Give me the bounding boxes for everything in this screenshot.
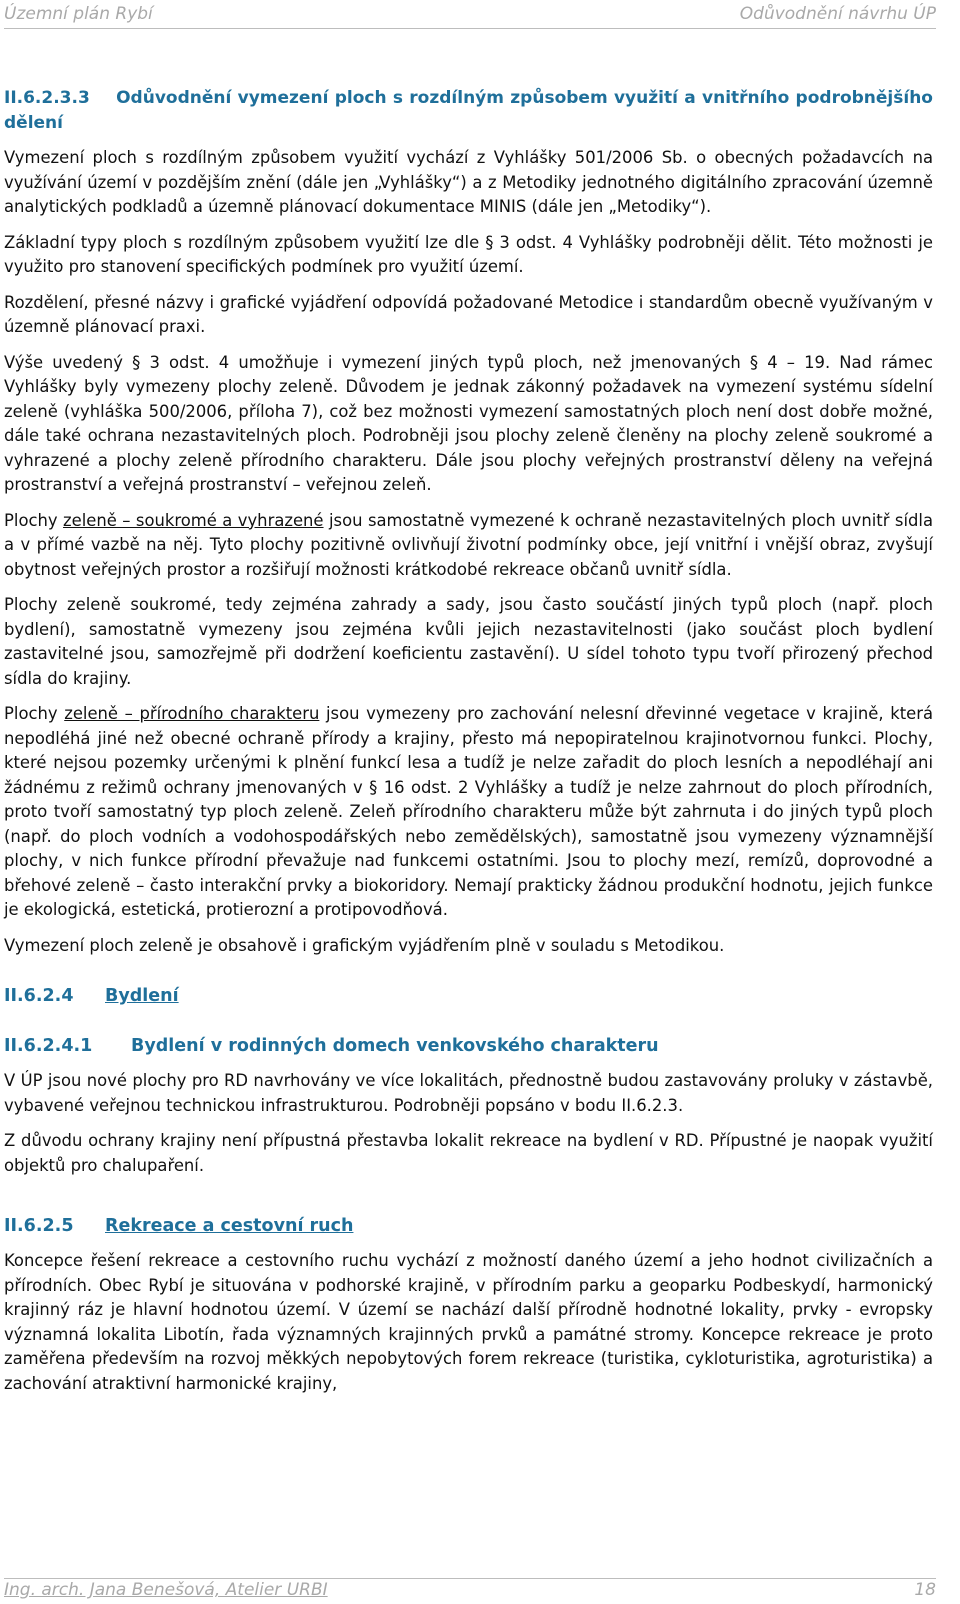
page-footer: [4, 1578, 936, 1601]
paragraph: Koncepce řešení rekreace a cestovního ruchu vychází z možností daného území a jeho hodnot civilizačních a přírodních. Obec Rybí je situována v podhorské krajině, v přírodním parku a geoparku Podbeskydí, harmonický krajinný ráz je hlavní hodnotou území. V území se nachází další přírodně hodnotné lokality, prvky - evropsky významná lokalita Libotín, řada významných krajinných prvků a památné stromy. Koncepce rekreace je proto zaměřena především na rozvoj měkkých nepobytových forem rekreace (turistika, cykloturistika, agroturistika) a zachování atraktivní harmonické krajiny,: [4, 1251, 933, 1393]
text: jsou samostatně vymezené k ochraně nezastavitelných ploch uvnitř sídla a v přímé vazbě na něj. Tyto plochy pozitivně ovlivňují životní podmínky obce, její vnitřní i vnější obraz, zvyšují obytnost veřejných prostor a rozšiřují možnosti krátkodobé rekreace občanů uvnitř sídla.: [4, 510, 934, 579]
section-heading-2-4-1: [4, 1033, 933, 1059]
paragraph-zelen-prirodni: [4, 702, 933, 923]
section-heading-2-4: [4, 983, 933, 1009]
section-number: II.6.2.4.1: [4, 1036, 93, 1056]
paragraph: Plochy zeleně soukromé, tedy zejména zahrady a sady, jsou často součástí jiných typů ploch (např. ploch bydlení), samostatně vymezeny jsou zejména kvůli jejich nezastavitelnosti (jako součást ploch bydlení zastavitelné jsou, samozřejmě při dodržení koeficientu zastavění). U sídel tohoto typu tvoří přirozený přechod sídla do krajiny.: [4, 595, 933, 688]
paragraph: Výše uvedený § 3 odst. 4 umožňuje i vymezení jiných typů ploch, než jmenovaných § 4 – 19. Nad rámec Vyhlášky byly vymezeny plochy zeleně. Důvodem je jednak zákonný požadavek na vymezení systému sídelní zeleně (vyhláška 500/2006, příloha 7), což bez možnosti vymezení samostatných ploch není dost dobře možné, dále také ochrana nezastavitelných ploch. Podrobněji jsou plochy zeleně členěny na plochy zeleně soukromé a vyhrazené a plochy zeleně přírodního charakteru. Dále jsou plochy veřejných prostranství děleny na veřejná prostranství a veřejná prostranství – veřejnou zeleň.: [4, 352, 933, 494]
text: Plochy: [4, 704, 65, 723]
page-header: [4, 4, 936, 29]
text: Plochy: [4, 510, 64, 530]
section-heading-2-3-3: [4, 86, 933, 136]
section-heading-2-5: [4, 1213, 933, 1239]
section-title: Rekreace a cestovní ruch: [105, 1216, 354, 1236]
paragraph: Základní typy ploch s rozdílným způsobem využití lze dle § 3 odst. 4 Vyhlášky podrobněji dělit. Této možnosti je využito pro stanovení specifických podmínek pro využití území.: [4, 232, 933, 276]
section-title: Bydlení v rodinných domech venkovského charakteru: [131, 1036, 659, 1056]
paragraph: Rozdělení, přesné názvy i grafické vyjádření odpovídá požadované Metodice i standardům obecně využívaným v územně plánovací praxi.: [4, 292, 933, 336]
paragraph: Vymezení ploch s rozdílným způsobem využití vychází z Vyhlášky 501/2006 Sb. o obecných požadavcích na využívání území v pozdějším znění (dále jen „Vyhlášky“) a z Metodiky jednotného digitálního zpracování územně analytických podkladů a územně plánovací dokumentace MINIS (dále jen „Metodiky“).: [4, 148, 933, 216]
paragraph: V ÚP jsou nové plochy pro RD navrhovány ve více lokalitách, přednostně budou zastavovány proluky v zástavbě, vybavené veřejnou technickou infrastrukturou. Podrobněji popsáno v bodu II.6.2.3.: [4, 1071, 933, 1115]
section-title: Bydlení: [105, 986, 179, 1006]
section-number: II.6.2.3.3: [4, 88, 90, 108]
document-body: [4, 86, 933, 1407]
defined-term: zeleně – soukromé a vyhrazené: [63, 510, 324, 530]
paragraph-zelen-soukroma: [4, 509, 933, 583]
section-number: II.6.2.4: [4, 986, 74, 1006]
footer-author: Ing. arch. Jana Benešová, Atelier URBI: [4, 1580, 328, 1600]
section-title: Odůvodnění vymezení ploch s rozdílným způsobem využití a vnitřního podrobnějšího dělení: [4, 88, 933, 133]
header-section-title: Odůvodnění návrhu ÚP: [739, 4, 936, 24]
section-number: II.6.2.5: [4, 1216, 74, 1236]
defined-term: zeleně – přírodního charakteru: [64, 704, 320, 723]
page-number: 18: [914, 1580, 936, 1600]
paragraph: Vymezení ploch zeleně je obsahově i grafickým vyjádřením plně v souladu s Metodikou.: [4, 935, 725, 955]
paragraph: Z důvodu ochrany krajiny není přípustná přestavba lokalit rekreace na bydlení v RD. Přípustné je naopak využití objektů pro chalupaření.: [4, 1131, 933, 1175]
text: jsou vymezeny pro zachování nelesní dřevinné vegetace v krajině, která nepodléhá jiné než obecné ochraně přírody a krajiny, přesto má nepopiratelnou krajinotvornou funkci. Plochy, které nejsou pozemky určenými k plnění funkcí lesa a tudíž je nelze zařadit do ploch lesních a nepodléhají ani žádnému z režimů ochrany jmenovaných v § 16 odst. 2 Vyhlášky a tudíž je nelze zahrnout do ploch přírodních, proto tvoří samostatný typ ploch zeleně. Zeleň přírodního charakteru může být zahrnuta i do jiných typů ploch (např. do ploch vodních a vodohospodářských nebo zemědělských), samostatně jsou vymezeny významnější plochy, v nich funkce přírodní převažuje nad funkcemi ostatními. Jsou to plochy mezí, remízů, doprovodné a břehové zeleně – často interakční prvky a biokoridory. Nemají prakticky žádnou produkční hodnotu, jejich funkce je ekologická, estetická, protierozní a protipovodňová.: [4, 704, 934, 919]
header-document-title: Územní plán Rybí: [4, 4, 153, 24]
